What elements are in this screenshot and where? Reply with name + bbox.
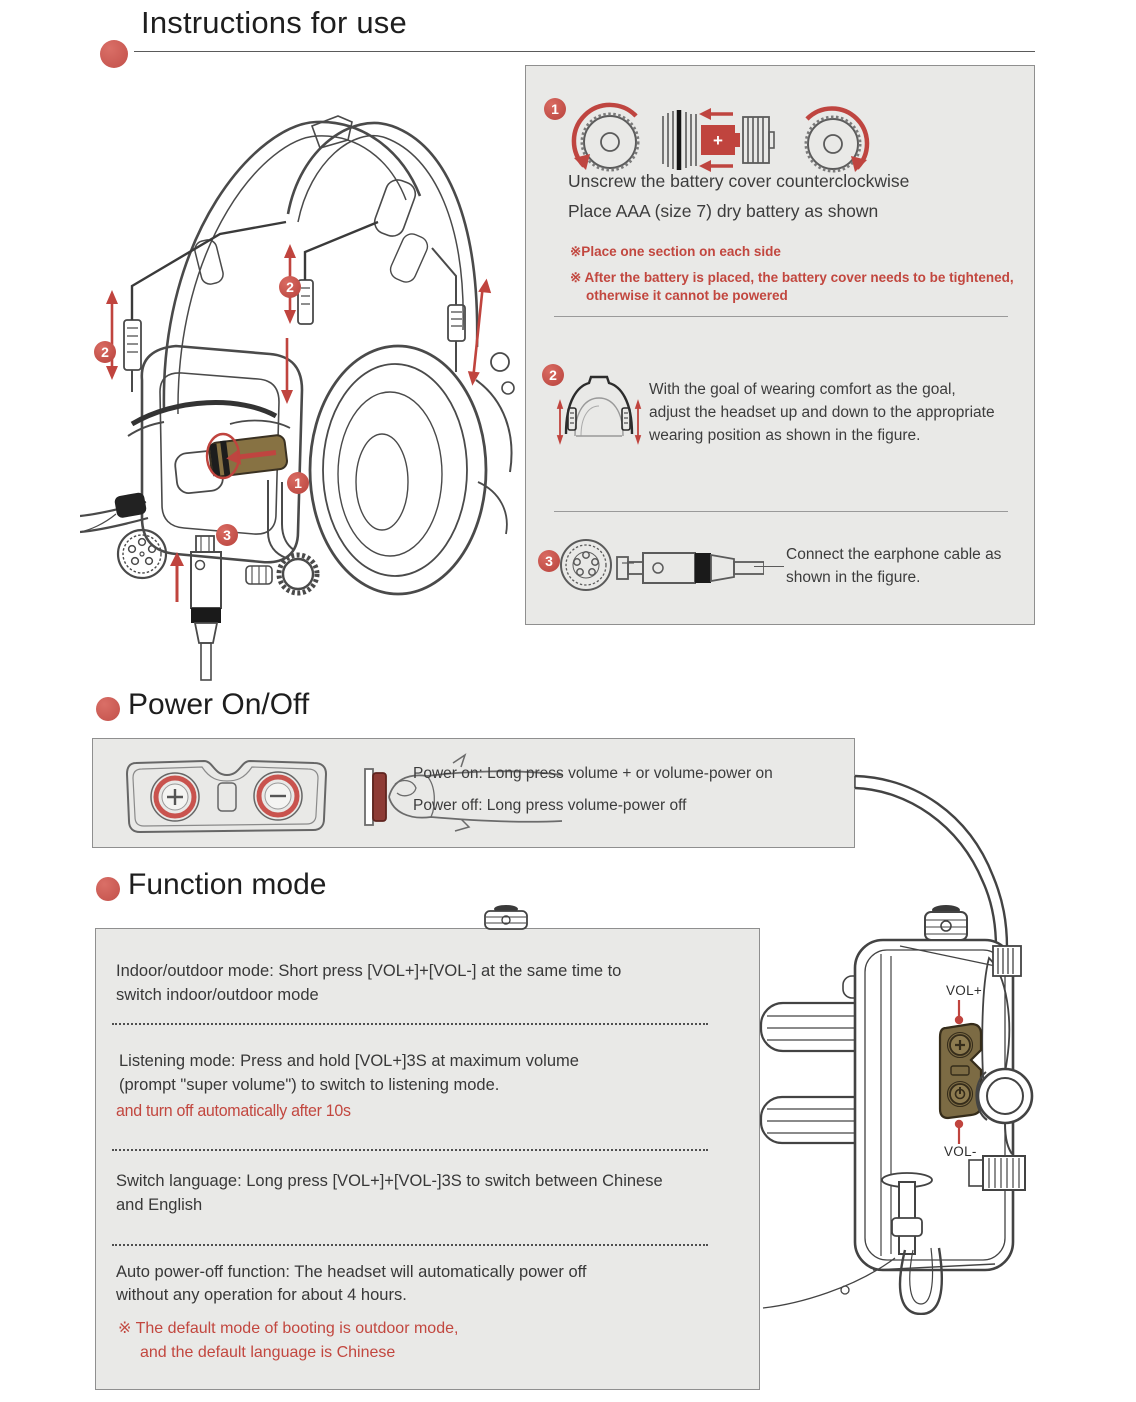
diagram-badge-2: 2 xyxy=(279,276,301,298)
diagram-badge-1: 1 xyxy=(287,472,309,494)
listening-mode-note: and turn off automatically after 10s xyxy=(116,1101,351,1120)
step1-text-line2: Place AAA (size 7) dry battery as shown xyxy=(568,201,879,221)
dotted-divider xyxy=(112,1149,708,1151)
headset-front-icon xyxy=(554,372,644,450)
earcup-side-illustration xyxy=(755,750,1136,1315)
instructions-step-box xyxy=(525,65,1035,625)
power-section-title: Power On/Off xyxy=(128,688,310,721)
step3-badge: 3 xyxy=(538,550,560,572)
step2-text-line3: wearing position as shown in the figure. xyxy=(649,427,921,444)
step-divider xyxy=(554,316,1008,317)
strap-button-icon xyxy=(483,903,529,930)
mode-listening-line1: Listening mode: Press and hold [VOL+]3S at maximum volume xyxy=(119,1052,579,1070)
default-mode-note2: and the default language is Chinese xyxy=(140,1344,396,1361)
auto-poweroff-line2: without any operation for about 4 hours. xyxy=(116,1286,407,1304)
step2-text-line1: With the goal of wearing comfort as the goal, xyxy=(649,381,956,398)
step2-text-line2: adjust the headset up and down to the appropriate xyxy=(649,404,995,421)
connector-5pin-icon xyxy=(559,538,613,592)
default-mode-note1: ※ The default mode of booting is outdoor mode, xyxy=(118,1320,459,1337)
step1-note1: ※Place one section on each side xyxy=(570,244,781,259)
diagram-badge-3: 3 xyxy=(216,524,238,546)
mode-listening-line2: (prompt "super volume") to switch to listening mode. xyxy=(119,1076,500,1094)
dotted-divider xyxy=(112,1023,708,1025)
step2-badge: 2 xyxy=(542,364,564,386)
vol-plus-label: VOL+ xyxy=(946,983,983,998)
diagram-badge-2: 2 xyxy=(94,341,116,363)
step1-text-line1: Unscrew the battery cover counterclockwise xyxy=(568,171,910,191)
dotted-divider xyxy=(112,1244,708,1246)
power-off-text: Power off: Long press volume-power off xyxy=(413,797,687,814)
volume-panel-icon xyxy=(118,751,336,837)
headset-illustration xyxy=(80,62,525,682)
power-on-text: Power on: Long press volume + or volume-power on xyxy=(413,765,773,782)
section-bullet-icon xyxy=(96,877,120,901)
title-underline xyxy=(134,51,1035,52)
mode-indoor-outdoor-line1: Indoor/outdoor mode: Short press [VOL+]+[VOL-] at the same time to xyxy=(116,962,622,980)
section-bullet-icon xyxy=(96,697,120,721)
auto-poweroff-line1: Auto power-off function: The headset will automatically power off xyxy=(116,1263,587,1281)
step-divider xyxy=(554,511,1008,512)
callout-line xyxy=(754,566,784,567)
page-title: Instructions for use xyxy=(141,5,407,40)
function-section-title: Function mode xyxy=(128,868,327,901)
switch-language-line2: and English xyxy=(116,1196,203,1214)
power-box xyxy=(92,738,855,848)
step1-badge: 1 xyxy=(544,98,566,120)
switch-language-line1: Switch language: Long press [VOL+]+[VOL-]3S to switch between Chinese xyxy=(116,1172,663,1190)
mode-indoor-outdoor-line2: switch indoor/outdoor mode xyxy=(116,986,319,1004)
step3-text-line1: Connect the earphone cable as xyxy=(786,546,1002,563)
step1-note2: ※ After the battery is placed, the battery cover needs to be tightened, xyxy=(570,270,1014,285)
battery-plus-label: + xyxy=(713,131,723,150)
step3-text-line2: shown in the figure. xyxy=(786,569,921,586)
function-mode-box xyxy=(95,928,760,1390)
cable-plug-icon xyxy=(614,546,764,590)
step1-note2b: otherwise it cannot be powered xyxy=(586,288,788,303)
vol-minus-label: VOL- xyxy=(944,1144,977,1159)
